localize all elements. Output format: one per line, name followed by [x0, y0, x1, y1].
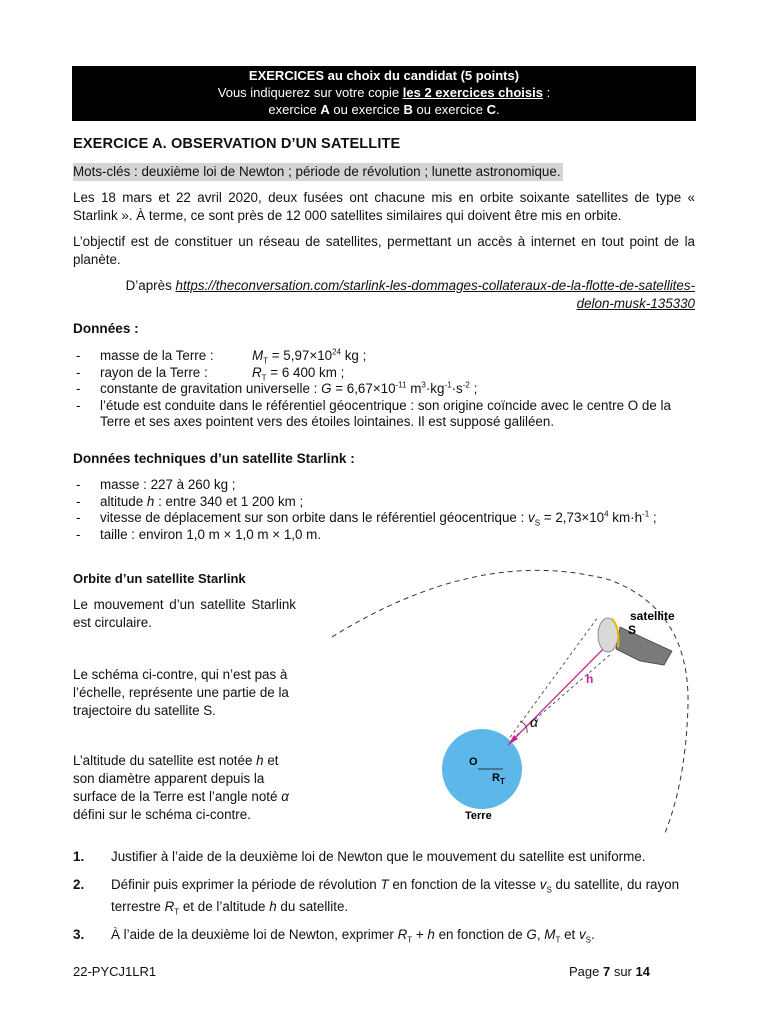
banner-text: Vous indiquerez sur votre copie [217, 85, 403, 100]
banner-options [72, 101, 696, 118]
page-number: 7 [602, 964, 611, 979]
subscript: T [174, 907, 180, 917]
symbol: v [539, 877, 547, 892]
value: = 5,97×10 [268, 348, 333, 363]
text: défini sur le schéma ci-contre. [73, 807, 251, 822]
banner-title: EXERCICES au choix du candidat (5 points) [248, 68, 520, 83]
exponent: -1 [444, 380, 452, 390]
subscript: S [534, 518, 541, 528]
subscript: T [263, 356, 269, 366]
page-sep: sur [610, 964, 636, 979]
question-text: À l’aide de la deuxième loi de Newton, exprimer [111, 927, 398, 942]
list-item [73, 348, 698, 365]
banner-text: ou exercice [329, 102, 404, 117]
banner-text: ou exercice [412, 102, 487, 117]
tech-list [73, 477, 698, 543]
list-item [73, 494, 698, 511]
subscript: T [555, 935, 561, 945]
list-item [73, 381, 698, 398]
alpha-label: α [530, 714, 538, 730]
list-item: - l’étude est conduite dans le référentiel géocentrique : son origine coïncide avec le centre O de la Terre et ses axes pointent vers des étoiles lointaines. Il est supposé galiléen. [73, 398, 698, 431]
symbol: h [269, 899, 277, 914]
symbol: G [321, 381, 332, 396]
footer-page [569, 964, 650, 979]
option-b: B [403, 102, 413, 117]
source-prefix: D’après [125, 278, 176, 293]
question-number: 2. [73, 877, 85, 892]
question-number: 3. [73, 927, 85, 942]
exercise-choice-banner [72, 66, 696, 121]
symbol: M [252, 348, 264, 363]
list-item [73, 510, 698, 527]
list-item: - masse : 227 à 260 kg ; [73, 477, 698, 494]
question-3 [73, 924, 697, 946]
source-link[interactable]: https://theconversation.com/starlink-les-dommages-collateraux-de-la-flotte-de-satellites- [175, 278, 695, 293]
question-text: , [536, 927, 545, 942]
unit: ·s [451, 381, 463, 396]
subscript: S [585, 935, 591, 945]
question-text: du satellite, du rayon terrestre [111, 877, 680, 914]
exponent: -11 [395, 380, 407, 390]
orbit-paragraph-3 [73, 752, 296, 824]
banner-text: exercice [268, 102, 321, 117]
text: altitude [100, 493, 147, 509]
symbol: G [526, 927, 537, 942]
question-text: en fonction de la vitesse [388, 877, 540, 892]
banner-instruction [72, 84, 696, 101]
source-citation [73, 277, 695, 312]
s-label: S [628, 623, 637, 637]
satellite-solar-panel [616, 627, 672, 665]
list-item: - taille : environ 1,0 m × 1,0 m × 1,0 m. [73, 527, 698, 544]
sight-line-top [503, 617, 598, 747]
banner-text: : [542, 85, 551, 100]
question-text: en fonction de [434, 927, 527, 942]
mass-label: masse de la Terre : [100, 348, 214, 363]
orbit-title: Orbite d’un satellite Starlink [73, 571, 246, 586]
text: constante de gravitation universelle : [100, 381, 322, 396]
text: et son diamètre apparent depuis la surface de la Terre est l’angle noté [73, 753, 282, 804]
question-text: et de l’altitude [179, 899, 270, 914]
question-text: + [412, 927, 428, 942]
subscript: S [546, 885, 552, 895]
text: : entre 340 et 1 200 km ; [154, 493, 304, 509]
symbol: h [256, 753, 264, 768]
orbit-paragraph-1: Le mouvement d’un satellite Starlink est circulaire. [73, 597, 296, 630]
radius-label: rayon de la Terre : [100, 364, 208, 380]
unit: kg ; [341, 348, 367, 363]
exponent: -2 [462, 380, 470, 390]
symbol: α [281, 789, 289, 804]
unit: km·h [608, 510, 643, 525]
question-text: Justifier à l’aide de la deuxième loi de Newton que le mouvement du satellite est uniforme. [111, 849, 646, 864]
donnees-list [73, 348, 698, 431]
symbol: R [164, 899, 175, 914]
symbol: h [146, 493, 155, 509]
exercise-title: EXERCICE A. OBSERVATION D’UN SATELLITE [73, 136, 401, 152]
rt-letter: R [492, 772, 500, 784]
donnees-title: Données : [73, 321, 139, 336]
symbol: R [252, 364, 262, 380]
o-label: O [469, 756, 478, 768]
text: vitesse de déplacement sur son orbite dans le référentiel géocentrique : [100, 510, 529, 525]
question-text: et [560, 927, 579, 942]
text: ; [469, 381, 478, 396]
orbit-paragraph-2: Le schéma ci-contre, qui n’est pas à l’échelle, représente une partie de la trajectoire du satellite S. [73, 667, 289, 718]
exponent: 24 [332, 347, 341, 357]
banner-emphasis: les 2 exercices choisis [402, 85, 543, 100]
symbol: T [380, 877, 389, 892]
symbol: R [397, 927, 408, 942]
intro-paragraph-2: L’objectif est de constituer un réseau de satellites, permettant un accès à internet en tout point de la planète. [73, 234, 695, 267]
question-number: 1. [73, 849, 85, 864]
exponent: 4 [604, 509, 609, 519]
symbol: v [578, 927, 586, 942]
subscript: T [407, 935, 413, 945]
subscript: T [261, 373, 267, 383]
value: = 6,67×10 [331, 381, 396, 396]
symbol: M [544, 927, 556, 942]
exponent: 3 [421, 380, 426, 390]
option-c: C [486, 102, 496, 117]
symbol: h [427, 927, 435, 942]
option-a: A [320, 102, 330, 117]
footer-code: 22-PYCJ1LR1 [73, 964, 157, 979]
unit: m [406, 381, 422, 396]
text: L’altitude du satellite est notée [73, 753, 257, 768]
orbit-diagram [320, 555, 700, 835]
value: = 6 400 km ; [266, 364, 345, 380]
questions-list [73, 846, 697, 952]
symbol: v [528, 510, 535, 525]
tech-title: Données techniques d’un satellite Starlink : [73, 451, 355, 466]
page-prefix: Page [569, 964, 603, 979]
question-text: . [591, 927, 595, 942]
question-2 [73, 874, 697, 918]
keywords: Mots-clés : deuxième loi de Newton ; période de révolution ; lunette astronomique. [73, 164, 561, 179]
value: = 2,73×10 [540, 510, 605, 525]
question-text: du satellite. [276, 899, 349, 914]
rt-subscript: T [499, 777, 505, 786]
question-text: Définir puis exprimer la période de révolution [111, 877, 381, 892]
page-total: 14 [635, 964, 650, 979]
list-item [73, 365, 698, 382]
satellite-label: satellite [630, 609, 675, 623]
source-link-continued[interactable]: delon-musk-135330 [576, 295, 695, 311]
unit: ·kg [425, 381, 445, 396]
h-label: h [586, 672, 594, 686]
intro-paragraph-1: Les 18 mars et 22 avril 2020, deux fusées ont chacune mis en orbite soixante satellites de type « Starlink ». À terme, ce sont près de 12 000 satellites similaires qui doivent être mis en orbite. [73, 190, 695, 223]
banner-text: . [495, 102, 500, 117]
text: ; [649, 510, 657, 525]
question-1 [73, 846, 697, 868]
exponent: -1 [642, 509, 650, 519]
earth-label: Terre [465, 810, 492, 822]
